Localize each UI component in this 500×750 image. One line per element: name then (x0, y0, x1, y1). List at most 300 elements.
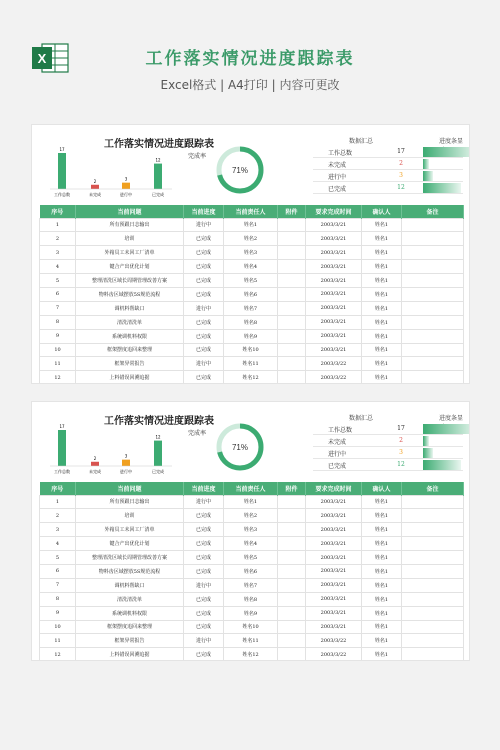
table-cell: 姓名1 (362, 260, 402, 274)
page-title: 工作落实情况进度跟踪表 (145, 49, 355, 69)
column-header: 备注 (402, 482, 464, 495)
table-cell (402, 274, 464, 288)
table-cell: 进行中 (184, 218, 224, 232)
column-header: 序号 (40, 482, 76, 495)
summary-row (313, 447, 463, 459)
column-header: 备注 (402, 205, 464, 218)
table-cell: 姓名5 (224, 274, 278, 288)
table-cell: 上料错误回溯追据 (76, 371, 184, 384)
column-header: 确认人 (362, 482, 402, 495)
bar-value-label: 2 (93, 178, 97, 184)
table-cell (402, 315, 464, 329)
summary-label: 已完成 (328, 186, 347, 193)
donut-percent-label: 71% (231, 166, 249, 175)
column-header: 要求完成时间 (306, 205, 362, 218)
table-cell: 9 (40, 606, 76, 620)
table-cell: 2003/3/21 (306, 551, 362, 565)
summary-label: 未完成 (328, 439, 347, 446)
donut-percent-label: 71% (231, 443, 249, 452)
summary-value: 2 (399, 437, 403, 444)
table-cell (278, 357, 306, 371)
column-header: 当前进度 (184, 482, 224, 495)
table-cell: 已完成 (184, 551, 224, 565)
table-row (40, 509, 464, 523)
table-cell: 培训 (76, 232, 184, 246)
table-cell: 姓名7 (224, 301, 278, 315)
bar-value-label: 17 (59, 424, 65, 429)
page-subtitle: Excel格式 | A4打印 | 内容可更改 (160, 78, 340, 92)
table-cell (278, 315, 306, 329)
table-cell: 2003/3/21 (306, 537, 362, 551)
table-cell: 键合产出优化计划 (76, 260, 184, 274)
table-cell: 已完成 (184, 509, 224, 523)
table-cell (278, 564, 306, 578)
table-cell: 姓名10 (224, 343, 278, 357)
table-cell: 姓名3 (224, 246, 278, 260)
table-cell: 12 (40, 648, 76, 661)
column-header: 当前责任人 (224, 205, 278, 218)
bar-1 (58, 153, 66, 189)
table-cell: 12 (40, 371, 76, 384)
table-cell: 姓名1 (362, 287, 402, 301)
summary-header-right: 进度条显 (439, 138, 464, 145)
table-cell (278, 620, 306, 634)
table-cell: 2003/3/21 (306, 287, 362, 301)
table-cell: 进行中 (184, 495, 224, 509)
table-cell: 2003/3/21 (306, 343, 362, 357)
table-cell: 已完成 (184, 648, 224, 661)
table-cell (402, 260, 464, 274)
table-row (40, 260, 464, 274)
summary-label: 工作总数 (328, 427, 353, 434)
table-cell (278, 246, 306, 260)
table-cell: 姓名1 (362, 606, 402, 620)
table-cell: 3 (40, 523, 76, 537)
table-cell (278, 648, 306, 661)
table-cell: 姓名11 (224, 357, 278, 371)
table-cell: 2003/3/21 (306, 301, 362, 315)
table-cell: 姓名1 (362, 495, 402, 509)
table-cell: 框架异常报告 (76, 357, 184, 371)
table-row (40, 578, 464, 592)
table-cell: 姓名4 (224, 260, 278, 274)
column-header: 要求完成时间 (306, 482, 362, 495)
table-cell (402, 523, 464, 537)
table-cell: 姓名6 (224, 287, 278, 301)
table-cell: 2003/3/21 (306, 578, 362, 592)
table-cell: 姓名1 (362, 274, 402, 288)
progress-table (39, 205, 464, 384)
table-cell: 所有预跟日志输出 (76, 218, 184, 232)
table-cell: 2003/3/22 (306, 371, 362, 384)
table-cell: 姓名1 (224, 218, 278, 232)
table-cell: 姓名1 (362, 648, 402, 661)
table-cell: 姓名2 (224, 232, 278, 246)
table-cell (402, 648, 464, 661)
table-row (40, 357, 464, 371)
table-cell: 2003/3/21 (306, 218, 362, 232)
table-cell (402, 578, 464, 592)
table-row (40, 592, 464, 606)
table-cell: 外箱员工未回工厂清单 (76, 523, 184, 537)
table-row (40, 648, 464, 661)
completion-rate-label: 完成率 (188, 153, 207, 160)
table-cell: 2003/3/21 (306, 315, 362, 329)
spreadsheet-preview-2 (31, 401, 470, 661)
table-cell: 11 (40, 357, 76, 371)
column-header: 附件 (278, 482, 306, 495)
table-cell: 姓名7 (224, 578, 278, 592)
table-cell: 已完成 (184, 260, 224, 274)
table-cell: 2003/3/22 (306, 648, 362, 661)
summary-header-right: 进度条显 (439, 415, 464, 422)
table-row (40, 495, 464, 509)
bar-4 (154, 441, 162, 466)
progress-bar (423, 448, 433, 458)
bar-value-label: 2 (93, 455, 97, 461)
table-cell: 已完成 (184, 620, 224, 634)
table-cell: 框架异常报告 (76, 634, 184, 648)
table-cell: 7 (40, 578, 76, 592)
bar-value-label: 17 (59, 147, 65, 152)
table-cell: 姓名1 (362, 343, 402, 357)
table-cell: 已完成 (184, 371, 224, 384)
table-row (40, 232, 464, 246)
summary-row (313, 170, 463, 182)
column-header: 当前责任人 (224, 482, 278, 495)
table-cell: 2003/3/21 (306, 232, 362, 246)
table-cell: 姓名11 (224, 634, 278, 648)
table-cell (402, 537, 464, 551)
table-cell: 2 (40, 232, 76, 246)
table-cell: 2003/3/21 (306, 606, 362, 620)
spreadsheet-preview-1 (31, 124, 470, 384)
bar-value-label: 3 (124, 453, 128, 459)
table-cell (278, 523, 306, 537)
summary-row (313, 146, 463, 158)
table-cell (402, 232, 464, 246)
table-cell: 姓名10 (224, 620, 278, 634)
table-cell (278, 232, 306, 246)
table-cell (402, 246, 464, 260)
table-cell (402, 371, 464, 384)
table-cell: 姓名1 (362, 315, 402, 329)
table-row (40, 287, 464, 301)
table-row (40, 551, 464, 565)
summary-row (313, 435, 463, 447)
column-header: 当前问题 (76, 205, 184, 218)
table-cell: 已完成 (184, 592, 224, 606)
table-cell (402, 343, 464, 357)
summary-header (313, 134, 463, 146)
table-row (40, 315, 464, 329)
table-cell (402, 606, 464, 620)
bar-category-label: 进行中 (120, 192, 132, 197)
table-cell: 5 (40, 274, 76, 288)
summary-value: 2 (399, 160, 403, 167)
table-cell (402, 218, 464, 232)
table-cell: 姓名8 (224, 315, 278, 329)
table-cell: 框架摆度追回来整理 (76, 620, 184, 634)
table-cell: 2003/3/21 (306, 523, 362, 537)
table-cell: 2003/3/21 (306, 246, 362, 260)
summary-value: 3 (399, 172, 403, 179)
table-cell: 8 (40, 315, 76, 329)
table-cell: 2003/3/21 (306, 592, 362, 606)
table-cell: 已完成 (184, 564, 224, 578)
table-cell: 姓名9 (224, 606, 278, 620)
summary-label: 未完成 (328, 162, 347, 169)
table-cell: 姓名1 (362, 246, 402, 260)
table-row (40, 371, 464, 384)
table-cell (278, 274, 306, 288)
bar-category-label: 进行中 (120, 469, 132, 474)
table-cell: 系统调机料权限 (76, 329, 184, 343)
table-cell: 已完成 (184, 274, 224, 288)
table-cell: 6 (40, 564, 76, 578)
data-summary-panel (313, 134, 463, 194)
table-cell: 系统调机料权限 (76, 606, 184, 620)
table-cell: 9 (40, 329, 76, 343)
table-cell: 姓名6 (224, 564, 278, 578)
table-cell (278, 537, 306, 551)
bar-4 (154, 164, 162, 189)
table-cell (402, 495, 464, 509)
column-header: 当前问题 (76, 482, 184, 495)
table-cell: 进行中 (184, 634, 224, 648)
table-cell: 4 (40, 537, 76, 551)
summary-label: 工作总数 (328, 150, 353, 157)
table-cell: 2003/3/21 (306, 509, 362, 523)
sheet-title: 工作落实情况进度跟踪表 (104, 139, 214, 150)
table-cell: 7 (40, 301, 76, 315)
table-row (40, 274, 464, 288)
table-row (40, 634, 464, 648)
column-header: 确认人 (362, 205, 402, 218)
table-cell (402, 287, 464, 301)
table-cell: 姓名1 (224, 495, 278, 509)
summary-row (313, 158, 463, 170)
table-cell: 已完成 (184, 329, 224, 343)
table-cell: 姓名1 (362, 578, 402, 592)
data-summary-panel (313, 411, 463, 471)
table-cell: 2003/3/22 (306, 357, 362, 371)
table-cell: 2003/3/21 (306, 274, 362, 288)
summary-value: 17 (397, 148, 405, 155)
table-cell (278, 371, 306, 384)
table-cell (278, 329, 306, 343)
progress-bar (423, 424, 470, 434)
table-cell: 整理清洗区域长周期管理改善方案 (76, 551, 184, 565)
sheet-title: 工作落实情况进度跟踪表 (104, 416, 214, 427)
table-cell: 姓名1 (362, 537, 402, 551)
table-cell: 已完成 (184, 287, 224, 301)
table-cell (402, 634, 464, 648)
table-cell: 4 (40, 260, 76, 274)
progress-bar (423, 436, 429, 446)
table-cell: 姓名2 (224, 509, 278, 523)
table-cell (402, 509, 464, 523)
progress-bar (423, 183, 461, 193)
progress-bar (423, 159, 429, 169)
table-cell: 整理清洗区域长周期管理改善方案 (76, 274, 184, 288)
svg-text:X: X (37, 51, 47, 66)
table-cell: 已完成 (184, 606, 224, 620)
table-cell: 姓名1 (362, 523, 402, 537)
summary-value: 3 (399, 449, 403, 456)
summary-value: 12 (397, 184, 405, 191)
completion-rate-label: 完成率 (188, 430, 207, 437)
table-cell: 已完成 (184, 523, 224, 537)
summary-row (313, 182, 463, 194)
table-cell: 已完成 (184, 315, 224, 329)
table-header-row (40, 482, 464, 495)
table-cell: 10 (40, 620, 76, 634)
table-cell: 2003/3/21 (306, 564, 362, 578)
table-cell: 框架摆度追回来整理 (76, 343, 184, 357)
table-row (40, 537, 464, 551)
table-cell: 1 (40, 218, 76, 232)
table-row (40, 564, 464, 578)
table-cell: 姓名5 (224, 551, 278, 565)
summary-header-left: 数据汇总 (349, 138, 374, 145)
column-header: 序号 (40, 205, 76, 218)
table-cell (278, 495, 306, 509)
bar-category-label: 工作总数 (54, 192, 70, 197)
table-cell: 姓名12 (224, 371, 278, 384)
table-row (40, 620, 464, 634)
progress-table (39, 482, 464, 661)
table-cell: 11 (40, 634, 76, 648)
bar-1 (58, 430, 66, 466)
table-cell: 进行中 (184, 301, 224, 315)
table-cell: 姓名1 (362, 634, 402, 648)
table-cell (278, 301, 306, 315)
table-cell: 清洗清洗单 (76, 592, 184, 606)
table-cell (402, 592, 464, 606)
table-cell: 2003/3/21 (306, 329, 362, 343)
table-cell: 所有预跟日志输出 (76, 495, 184, 509)
table-cell (278, 551, 306, 565)
table-cell: 5 (40, 551, 76, 565)
table-row (40, 301, 464, 315)
table-cell: 姓名1 (362, 329, 402, 343)
column-header: 附件 (278, 205, 306, 218)
table-cell: 6 (40, 287, 76, 301)
bar-value-label: 12 (155, 157, 161, 163)
table-cell: 进行中 (184, 357, 224, 371)
table-cell (278, 218, 306, 232)
table-cell: 上料错误回溯追据 (76, 648, 184, 661)
table-cell: 2 (40, 509, 76, 523)
bar-category-label: 已完成 (152, 469, 164, 474)
completion-donut-chart (215, 422, 265, 472)
table-cell: 姓名3 (224, 523, 278, 537)
summary-header-left: 数据汇总 (349, 415, 374, 422)
table-cell: 进行中 (184, 578, 224, 592)
table-cell: 姓名12 (224, 648, 278, 661)
table-cell: 调机料帮缺口 (76, 578, 184, 592)
table-cell: 已完成 (184, 537, 224, 551)
table-cell: 姓名8 (224, 592, 278, 606)
table-cell: 10 (40, 343, 76, 357)
summary-value: 12 (397, 461, 405, 468)
table-cell (402, 551, 464, 565)
bar-3 (122, 460, 130, 466)
table-cell: 姓名1 (362, 509, 402, 523)
table-cell: 姓名4 (224, 537, 278, 551)
table-cell: 物料齿区域摆放5S规范流程 (76, 287, 184, 301)
table-cell: 姓名1 (362, 564, 402, 578)
table-cell: 2003/3/22 (306, 634, 362, 648)
table-cell (402, 564, 464, 578)
table-cell: 姓名1 (362, 551, 402, 565)
table-row (40, 218, 464, 232)
table-cell: 姓名9 (224, 329, 278, 343)
table-cell: 已完成 (184, 246, 224, 260)
summary-row (313, 423, 463, 435)
table-row (40, 246, 464, 260)
table-cell (278, 260, 306, 274)
table-cell: 姓名1 (362, 218, 402, 232)
table-cell: 外箱员工未回工厂清单 (76, 246, 184, 260)
table-cell (278, 592, 306, 606)
summary-value: 17 (397, 425, 405, 432)
table-cell: 2003/3/21 (306, 495, 362, 509)
table-cell (402, 329, 464, 343)
summary-header (313, 411, 463, 423)
table-cell: 调机料帮缺口 (76, 301, 184, 315)
table-cell (278, 634, 306, 648)
summary-label: 进行中 (328, 451, 347, 458)
bar-category-label: 未完成 (89, 469, 101, 474)
completion-donut-chart (215, 145, 265, 195)
table-cell: 培训 (76, 509, 184, 523)
table-cell: 已完成 (184, 232, 224, 246)
bar-value-label: 3 (124, 176, 128, 182)
table-cell (278, 343, 306, 357)
table-cell: 姓名1 (362, 301, 402, 315)
bar-category-label: 已完成 (152, 192, 164, 197)
table-cell (278, 578, 306, 592)
table-row (40, 606, 464, 620)
table-cell: 姓名1 (362, 232, 402, 246)
progress-bar (423, 147, 470, 157)
summary-label: 已完成 (328, 463, 347, 470)
table-cell: 姓名1 (362, 620, 402, 634)
table-cell: 1 (40, 495, 76, 509)
table-cell: 键合产出优化计划 (76, 537, 184, 551)
table-cell (402, 301, 464, 315)
table-row (40, 523, 464, 537)
table-cell: 已完成 (184, 343, 224, 357)
summary-row (313, 459, 463, 471)
progress-bar (423, 171, 433, 181)
bar-category-label: 工作总数 (54, 469, 70, 474)
table-cell (278, 606, 306, 620)
bar-2 (91, 185, 99, 189)
table-cell: 2003/3/21 (306, 620, 362, 634)
table-cell: 清洗清洗单 (76, 315, 184, 329)
progress-bar (423, 460, 461, 470)
table-cell: 3 (40, 246, 76, 260)
table-header-row (40, 205, 464, 218)
bar-category-label: 未完成 (89, 192, 101, 197)
table-cell: 8 (40, 592, 76, 606)
table-cell (278, 287, 306, 301)
table-cell: 物料齿区域摆放5S规范流程 (76, 564, 184, 578)
table-cell: 姓名1 (362, 357, 402, 371)
